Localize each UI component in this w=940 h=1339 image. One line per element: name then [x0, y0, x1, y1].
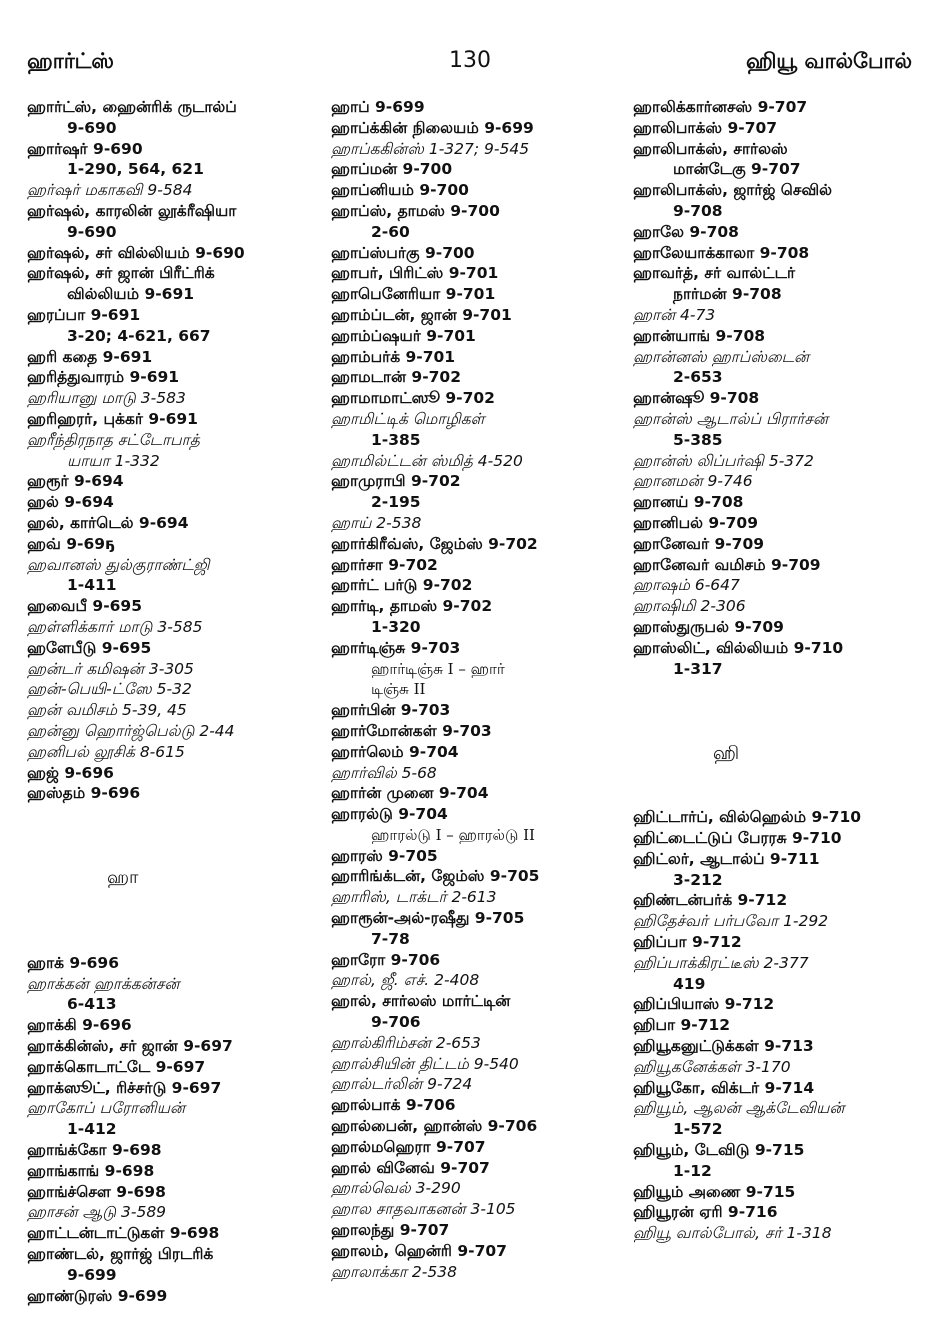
index-entry: ஹாமில்ட்டன் ஸ்மித் 4-520	[331, 451, 523, 470]
index-entry: ஹிப்பியாஸ் 9-712	[633, 995, 775, 1014]
index-entry: ஹரூர் 9-694	[27, 472, 124, 491]
index-entry: ஹார்வில் 5-68	[331, 763, 437, 782]
index-entry-continuation: 1-317	[673, 659, 723, 678]
index-entry-continuation: 1-572	[673, 1120, 723, 1139]
spacer	[27, 804, 312, 825]
index-entry: ஹாம்ப்டன், ஜான் 9-701	[331, 305, 512, 324]
index-entry: ஹியூம், டேவிடு 9-715	[633, 1141, 805, 1160]
index-column-3	[633, 97, 928, 1244]
header-right-guideword: ஹியூ வால்போல்	[745, 49, 912, 73]
index-entry: ஹியூரன் ஏரி 9-716	[633, 1203, 778, 1222]
index-entry: ஹால்மஹெரா 9-707	[331, 1137, 486, 1156]
index-entry: ஹால், ஜீ. எச். 2-408	[331, 971, 480, 990]
index-entry-continuation: 7-78	[371, 929, 410, 948]
index-entry: ஹிட்டார்ப், வில்ஹெல்ம் 9-710	[633, 808, 862, 827]
index-entry: ஹஸ்தம் 9-696	[27, 784, 141, 803]
index-entry: ஹாம்பர்க் 9-701	[331, 347, 456, 366]
spacer	[27, 932, 312, 953]
index-entry: ஹரி கதை 9-691	[27, 347, 153, 366]
index-entry: ஹாபெனேரியா 9-701	[331, 285, 496, 304]
index-entry-continuation: 9-690	[67, 222, 117, 241]
index-entry: ஹன்-பெயி-ட்ஸே 5-32	[27, 680, 192, 699]
index-entry-continuation: 1-412	[67, 1120, 117, 1139]
index-entry: ஹாக்கி 9-696	[27, 1016, 132, 1035]
header-left-guideword: ஹார்ட்ஸ்	[27, 49, 114, 73]
index-entry: ஹாபர், பிரிட்ஸ் 9-701	[331, 264, 499, 283]
index-entry: ஹாங்ச்சௌ 9-698	[27, 1182, 166, 1201]
index-entry-continuation: டிஞ்சு II	[371, 680, 426, 699]
index-entry: ஹாக்கொடாட்டே 9-697	[27, 1057, 206, 1076]
index-entry: ஹாக்கன் ஹாக்கன்சன்	[27, 974, 180, 993]
spacer	[27, 890, 312, 911]
index-entry: ஹாரிங்க்டன், ஜேம்ஸ் 9-705	[331, 867, 540, 886]
index-entry: ஹவ் 9-69ҕ	[27, 534, 116, 553]
spacer	[27, 846, 312, 867]
index-entry-continuation: 9-706	[371, 1013, 421, 1032]
index-entry: ஹிப்பா 9-712	[633, 933, 742, 952]
index-entry-continuation: வில்லியம் 9-691	[67, 285, 195, 304]
index-entry: ஹர்ஷல், சர் ஜான் பிரீட்ரிக்	[27, 264, 215, 283]
index-entry: ஹியூம், ஆலன் ஆக்டேவியன்	[633, 1099, 845, 1118]
index-entry: ஹாலிபாக்ஸ், ஜார்ஜ் செவில்	[633, 181, 832, 200]
index-entry: ஹாக்கின்ஸ், சர் ஜான் 9-697	[27, 1037, 233, 1056]
index-entry: ஹரியானு மாடு 3-583	[27, 389, 186, 408]
section-heading: ஹி	[713, 742, 740, 764]
index-entry-continuation: மான்டேகு 9-707	[673, 160, 801, 179]
index-entry: ஹார்ன் முனை 9-704	[331, 784, 489, 803]
index-entry: ஹஜ் 9-696	[27, 763, 114, 782]
index-entry: ஹார்கிரீவ்ஸ், ஜேம்ஸ் 9-702	[331, 534, 538, 553]
index-entry: ஹாங்காங் 9-698	[27, 1161, 155, 1180]
index-entry: ஹால சாதவாகனன் 3-105	[331, 1200, 516, 1219]
index-entry: ஹன் வமிசம் 5-39, 45	[27, 701, 187, 720]
index-entry: ஹாமாமாட்ஸூ 9-702	[331, 389, 495, 408]
index-entry: ஹாப் 9-699	[331, 98, 425, 116]
index-entry: ஹாவர்த், சர் வால்ட்டர்	[633, 264, 796, 283]
index-entry: ஹாக் 9-696	[27, 953, 119, 972]
index-entry: ஹார்லெம் 9-704	[331, 742, 459, 761]
index-entry: ஹாப்ககின்ஸ் 1-327; 9-545	[331, 139, 530, 158]
index-entry: ஹாய் 2-538	[331, 513, 422, 532]
index-entry: ஹல், கார்டெல் 9-694	[27, 513, 189, 532]
index-entry: ஹாசன் ஆடு 3-589	[27, 1203, 167, 1222]
index-entry: ஹான்ஸ் ஆடால்ப் பிரார்சன்	[633, 409, 829, 428]
index-entry: ஹார்பின் 9-703	[331, 701, 451, 720]
index-entry: ஹிப்பாக்கிரட்டீஸ் 2-377	[633, 953, 809, 972]
spacer	[633, 787, 928, 808]
index-entry-continuation: 419	[673, 974, 706, 993]
index-entry-continuation: 1-411	[67, 576, 117, 595]
index-entry: ஹான்ஷூ 9-708	[633, 389, 760, 408]
index-entry-continuation: 9-708	[673, 201, 723, 220]
index-entry: ஹர்ஷல், காரலின் லூக்ரீஷியா	[27, 201, 237, 220]
index-entry: ஹனிபல் லூசிக் 8-615	[27, 742, 185, 761]
index-entry: ஹாலிபாக்ஸ் 9-707	[633, 118, 778, 137]
index-entry: ஹாப்ஸ், தாமஸ் 9-700	[331, 201, 500, 220]
index-entry: ஹியூகனுட்டுக்கள் 9-713	[633, 1037, 814, 1056]
index-entry: ஹாண்டல், ஜார்ஜ் பிரடரிக்	[27, 1245, 214, 1264]
index-entry: ஹான்யாங் 9-708	[633, 326, 766, 345]
index-entry: ஹாஸ்துருபல் 9-709	[633, 617, 784, 636]
spacer	[633, 766, 928, 787]
index-entry: ஹான் 4-73	[633, 305, 716, 324]
index-entry: ஹாப்மன் 9-700	[331, 160, 453, 179]
spacer	[633, 679, 928, 700]
index-entry: ஹியூகோ, விக்டர் 9-714	[633, 1078, 815, 1097]
index-entry: ஹார்மோன்கள் 9-703	[331, 721, 492, 740]
index-entry-continuation: 5-385	[673, 430, 723, 449]
index-entry: ஹால் வினேவ் 9-707	[331, 1158, 490, 1177]
spacer	[633, 700, 928, 721]
index-entry: ஹாகோப் பரோனியன்	[27, 1099, 186, 1118]
index-entry: ஹளேபீடு 9-695	[27, 638, 152, 657]
index-entry: ஹாலேயாக்காலா 9-708	[633, 243, 810, 262]
index-entry: ஹார்ட் பர்டு 9-702	[331, 576, 473, 595]
index-entry: ஹால்வெல் 3-290	[331, 1179, 461, 1198]
spacer	[633, 721, 928, 742]
index-entry: ஹாலிக்கார்னசஸ் 9-707	[633, 98, 808, 116]
index-entry-continuation: நார்மன் 9-708	[673, 285, 782, 304]
index-entry: ஹாமிட்டிக் மொழிகள்	[331, 409, 485, 428]
index-entry: ஹால்சியின் திட்டம் 9-540	[331, 1054, 519, 1073]
index-entry-continuation: யாயா 1-332	[67, 451, 160, 470]
index-entry-continuation: 1-320	[371, 617, 421, 636]
index-entry: ஹரித்துவாரம் 9-691	[27, 368, 180, 387]
index-entry: ஹாக்ஸூட், ரிச்சர்டு 9-697	[27, 1078, 222, 1097]
index-entry: ஹாரல்டு 9-704	[331, 805, 448, 824]
index-entry-continuation: 2-653	[673, 368, 723, 387]
index-entry: ஹால்கிரிம்சன் 2-653	[331, 1033, 481, 1052]
index-entry: ஹார்டிஞ்சு 9-703	[331, 638, 461, 657]
index-entry-continuation: 1-12	[673, 1161, 712, 1180]
index-entry: ஹாப்க்கின் நிலையம் 9-699	[331, 118, 534, 137]
index-entry: ஹவானஸ் துல்குராண்ட்ஜி	[27, 555, 210, 574]
index-entry: ஹியூம் அணை 9-715	[633, 1182, 796, 1201]
index-entry-continuation: 9-699	[67, 1265, 117, 1284]
index-entry: ஹார்சா 9-702	[331, 555, 438, 574]
index-entry-continuation: 1-385	[371, 430, 421, 449]
index-entry: ஹால், சார்லஸ் மார்ட்டின்	[331, 992, 511, 1011]
index-entry: ஹான்னஸ் ஹாப்ஸ்டைன்	[633, 347, 810, 366]
index-entry: ஹாண்டுரஸ் 9-699	[27, 1286, 168, 1305]
index-entry: ஹாம்ப்ஷயர் 9-701	[331, 326, 476, 345]
index-entry: ஹார்ட்ஸ், ஹைன்ரிக் ருடால்ப்	[27, 98, 237, 116]
index-entry: ஹிட்லர், ஆடால்ப் 9-711	[633, 849, 820, 868]
index-entry: ஹாரஸ் 9-705	[331, 846, 438, 865]
index-entry: ஹல் 9-694	[27, 493, 114, 512]
index-entry-continuation: 3-212	[673, 870, 723, 889]
index-entry-continuation: 2-195	[371, 493, 421, 512]
index-entry-continuation: 6-413	[67, 995, 117, 1014]
index-entry: ஹாரிஸ், டாக்டர் 2-613	[331, 888, 497, 907]
index-entry-continuation: ஹார்டிஞ்சு I – ஹார்	[371, 659, 505, 678]
index-entry: ஹிதேச்வர் பர்பவோ 1-292	[633, 912, 829, 931]
index-entry: ஹியூ வால்போல், சர் 1-318	[633, 1224, 832, 1243]
index-entry: ஹரிஹரர், புக்கர் 9-691	[27, 409, 198, 428]
index-entry: ஹாலே 9-708	[633, 222, 739, 241]
index-entry: ஹாரூன்-அல்-ரஷீது 9-705	[331, 909, 525, 928]
index-entry-continuation: 9-690	[67, 118, 117, 137]
page-number: 130	[449, 48, 491, 73]
index-entry: ஹால்டர்லின் 9-724	[331, 1075, 473, 1094]
index-entry: ஹாஷம் 6-647	[633, 576, 740, 595]
index-entry: ஹன்னு ஹொர்ஜ்பெல்டு 2-44	[27, 721, 235, 740]
index-entry-continuation: ஹாரல்டு I – ஹாரல்டு II	[371, 825, 535, 844]
index-entry: ஹாஸ்லிட், வில்லியம் 9-710	[633, 638, 844, 657]
index-entry: ஹானேவர் 9-709	[633, 534, 765, 553]
index-entry: ஹார்ஷர் 9-690	[27, 139, 143, 158]
index-entry: ஹாப்ஸ்பர்கு 9-700	[331, 243, 475, 262]
index-entry: ஹர்ஷர் மகாகவி 9-584	[27, 181, 193, 200]
index-entry: ஹன்டர் கமிஷன் 3-305	[27, 659, 194, 678]
index-entry: ஹர்ஷல், சர் வில்லியம் 9-690	[27, 243, 245, 262]
index-entry: ஹாலிபாக்ஸ், சார்லஸ்	[633, 139, 788, 158]
index-entry: ஹியூகனேக்கள் 3-170	[633, 1057, 791, 1076]
index-entry-continuation: 1-290, 564, 621	[67, 160, 204, 179]
index-entry: ஹிபா 9-712	[633, 1016, 731, 1035]
index-entry: ஹாரோ 9-706	[331, 950, 441, 969]
index-entry: ஹார்டி, தாமஸ் 9-702	[331, 597, 493, 616]
index-entry: ஹால்பாக் 9-706	[331, 1096, 456, 1115]
index-column-1	[27, 97, 312, 1306]
index-entry: ஹானய் 9-708	[633, 493, 744, 512]
index-entry-continuation: 2-60	[371, 222, 410, 241]
index-entry: ஹாஷிமி 2-306	[633, 597, 746, 616]
index-entry: ஹரப்பா 9-691	[27, 305, 141, 324]
index-entry: ஹிண்டன்பர்க் 9-712	[633, 891, 788, 910]
spacer	[27, 825, 312, 846]
index-entry: ஹாமுராபி 9-702	[331, 472, 461, 491]
index-entry: ஹாமடான் 9-702	[331, 368, 462, 387]
index-entry: ஹாங்க்கோ 9-698	[27, 1141, 162, 1160]
index-entry: ஹவைபீ 9-695	[27, 597, 143, 616]
index-entry: ஹாலந்து 9-707	[331, 1221, 450, 1240]
index-entry: ஹாப்னியம் 9-700	[331, 181, 469, 200]
index-entry: ஹான்ஸ் லிப்பர்ஷி 5-372	[633, 451, 814, 470]
index-column-2	[331, 97, 621, 1282]
index-entry: ஹானிபல் 9-709	[633, 513, 759, 532]
index-entry: ஹிட்டைட்டுப் பேரரசு 9-710	[633, 829, 842, 848]
index-entry: ஹள்ளிக்கார் மாடு 3-585	[27, 617, 203, 636]
index-entry: ஹானமன் 9-746	[633, 472, 753, 491]
index-entry: ஹாட்டன்டாட்டுகள் 9-698	[27, 1224, 220, 1243]
index-entry: ஹானேவர் வமிசம் 9-709	[633, 555, 821, 574]
index-entry: ஹால்பைன், ஹான்ஸ் 9-706	[331, 1117, 538, 1136]
index-entry: ஹாலம், ஹென்ரி 9-707	[331, 1241, 507, 1260]
spacer	[27, 911, 312, 932]
section-heading: ஹா	[107, 867, 139, 889]
index-entry: ஹாலாக்கா 2-538	[331, 1262, 457, 1281]
index-entry-continuation: 3-20; 4-621, 667	[67, 326, 211, 345]
index-entry: ஹரீந்திரநாத சட்டோபாத்	[27, 430, 200, 449]
